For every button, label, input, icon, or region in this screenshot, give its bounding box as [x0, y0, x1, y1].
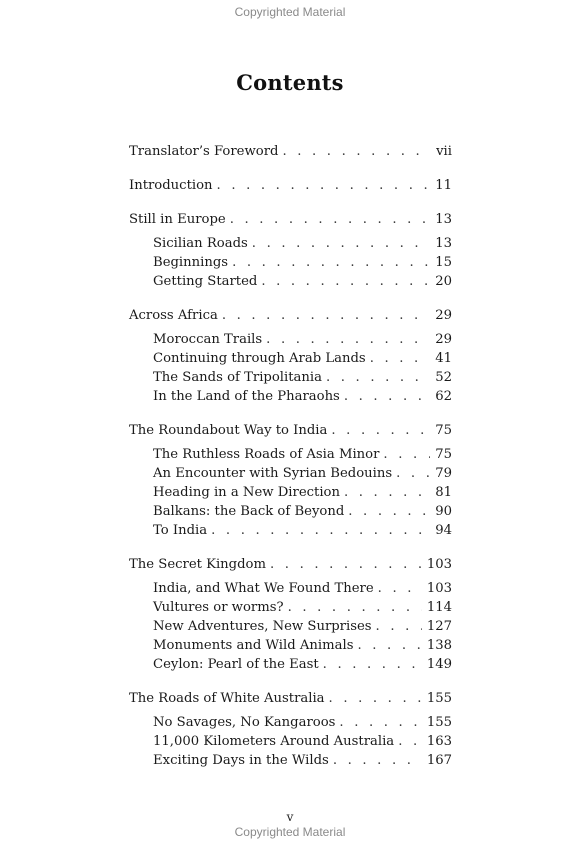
toc-entry-page: 103	[426, 581, 452, 596]
toc-section	[129, 689, 452, 770]
toc-entry-page: 138	[426, 638, 452, 653]
toc-entry-title: Balkans: the Back of Beyond	[153, 504, 345, 519]
toc-entry-page: 163	[426, 734, 452, 749]
toc-subentry	[129, 655, 452, 674]
toc-entry-title: To India	[153, 523, 208, 538]
toc-subentry	[129, 617, 452, 636]
toc-entry-title: Exciting Days in the Wilds	[153, 753, 329, 768]
toc-entry-title: New Adventures, New Surprises	[153, 619, 372, 634]
toc-entry-page: 149	[426, 657, 452, 672]
table-of-contents	[129, 142, 452, 785]
toc-entry-title: Beginnings	[153, 255, 229, 270]
dot-leader	[230, 210, 431, 229]
toc-entry-page: 29	[435, 308, 452, 323]
toc-entry-title: Still in Europe	[129, 212, 226, 227]
toc-entry-title: 11,000 Kilometers Around Australia	[153, 734, 395, 749]
toc-subentry	[129, 521, 452, 540]
toc-entry-title: The Ruthless Roads of Asia Minor	[153, 447, 380, 462]
dot-leader	[339, 713, 421, 732]
toc-section	[129, 210, 452, 291]
toc-entry-title: India, and What We Found There	[153, 581, 374, 596]
toc-subentry	[129, 732, 452, 751]
dot-leader	[252, 234, 430, 253]
toc-entry-page: 103	[426, 557, 452, 572]
toc-entry-page: 75	[435, 423, 452, 438]
toc-subentry	[129, 464, 452, 483]
toc-subentry	[129, 349, 452, 368]
dot-leader	[211, 521, 430, 540]
toc-entry-title: The Secret Kingdom	[129, 557, 267, 572]
dot-leader	[333, 751, 422, 770]
toc-entry-title: Across Africa	[129, 308, 218, 323]
dot-leader	[357, 636, 421, 655]
toc-subentry	[129, 253, 452, 272]
toc-entry-page: vii	[436, 144, 452, 159]
toc-entry-page: 94	[435, 523, 452, 538]
toc-entry-title: Getting Started	[153, 274, 258, 289]
dot-leader	[232, 253, 430, 272]
toc-subentry	[129, 502, 452, 521]
toc-entry-title: Translator’s Foreword	[129, 144, 279, 159]
toc-subentry	[129, 579, 452, 598]
toc-entry-title: Heading in a New Direction	[153, 485, 340, 500]
toc-entry-title: Introduction	[129, 178, 213, 193]
toc-entry-page: 11	[435, 178, 452, 193]
toc-subentry	[129, 234, 452, 253]
dot-leader	[378, 579, 422, 598]
toc-section	[129, 176, 452, 195]
toc-entry-page: 81	[435, 485, 452, 500]
dot-leader	[217, 176, 431, 195]
toc-subentry	[129, 368, 452, 387]
toc-entry-title: Continuing through Arab Lands	[153, 351, 366, 366]
toc-entry	[129, 210, 452, 229]
toc-entry-page: 13	[435, 236, 452, 251]
toc-entry	[129, 689, 452, 708]
toc-entry-page: 52	[435, 370, 452, 385]
dot-leader	[348, 502, 430, 521]
page-number: v	[286, 810, 294, 824]
toc-section	[129, 142, 452, 161]
dot-leader	[266, 330, 430, 349]
toc-entry-page: 127	[426, 619, 452, 634]
dot-leader	[261, 272, 430, 291]
toc-entry-title: The Sands of Tripolitania	[153, 370, 322, 385]
page-title: Contents	[236, 70, 344, 95]
toc-subentry	[129, 272, 452, 291]
dot-leader	[398, 732, 422, 751]
dot-leader	[396, 464, 430, 483]
toc-entry	[129, 142, 452, 161]
toc-entry	[129, 306, 452, 325]
dot-leader	[376, 617, 422, 636]
dot-leader	[323, 655, 422, 674]
toc-entry-page: 41	[435, 351, 452, 366]
toc-section	[129, 421, 452, 540]
toc-subentry	[129, 713, 452, 732]
dot-leader	[288, 598, 422, 617]
toc-entry-title: The Roads of White Australia	[129, 691, 325, 706]
toc-entry-page: 29	[435, 332, 452, 347]
toc-entry-title: Monuments and Wild Animals	[153, 638, 354, 653]
toc-entry	[129, 176, 452, 195]
toc-entry	[129, 555, 452, 574]
toc-subentry	[129, 636, 452, 655]
dot-leader	[331, 421, 430, 440]
toc-entry-title: In the Land of the Pharaohs	[153, 389, 340, 404]
toc-entry-title: Moroccan Trails	[153, 332, 263, 347]
toc-entry-page: 20	[435, 274, 452, 289]
dot-leader	[383, 445, 430, 464]
dot-leader	[370, 349, 431, 368]
dot-leader	[270, 555, 422, 574]
toc-entry-page: 167	[426, 753, 452, 768]
toc-entry-page: 90	[435, 504, 452, 519]
dot-leader	[329, 689, 422, 708]
dot-leader	[326, 368, 430, 387]
toc-entry-title: Ceylon: Pearl of the East	[153, 657, 319, 672]
toc-entry-page: 15	[435, 255, 452, 270]
copyright-watermark-top: Copyrighted Material	[234, 5, 346, 19]
toc-entry	[129, 421, 452, 440]
toc-entry-page: 75	[435, 447, 452, 462]
dot-leader	[282, 142, 431, 161]
toc-section	[129, 306, 452, 406]
toc-subentry	[129, 751, 452, 770]
toc-subentry	[129, 483, 452, 502]
dot-leader	[222, 306, 430, 325]
toc-subentry	[129, 387, 452, 406]
toc-entry-title: Sicilian Roads	[153, 236, 248, 251]
toc-entry-page: 155	[426, 691, 452, 706]
toc-entry-title: No Savages, No Kangaroos	[153, 715, 336, 730]
toc-entry-page: 62	[435, 389, 452, 404]
copyright-watermark-bottom: Copyrighted Material	[234, 825, 346, 839]
toc-entry-title: An Encounter with Syrian Bedouins	[153, 466, 393, 481]
toc-entry-page: 114	[426, 600, 452, 615]
toc-subentry	[129, 445, 452, 464]
toc-entry-page: 13	[435, 212, 452, 227]
toc-section	[129, 555, 452, 674]
dot-leader	[344, 483, 430, 502]
toc-subentry	[129, 330, 452, 349]
toc-entry-page: 155	[426, 715, 452, 730]
toc-entry-title: Vultures or worms?	[153, 600, 284, 615]
toc-subentry	[129, 598, 452, 617]
dot-leader	[344, 387, 430, 406]
toc-entry-title: The Roundabout Way to India	[129, 423, 328, 438]
toc-entry-page: 79	[435, 466, 452, 481]
